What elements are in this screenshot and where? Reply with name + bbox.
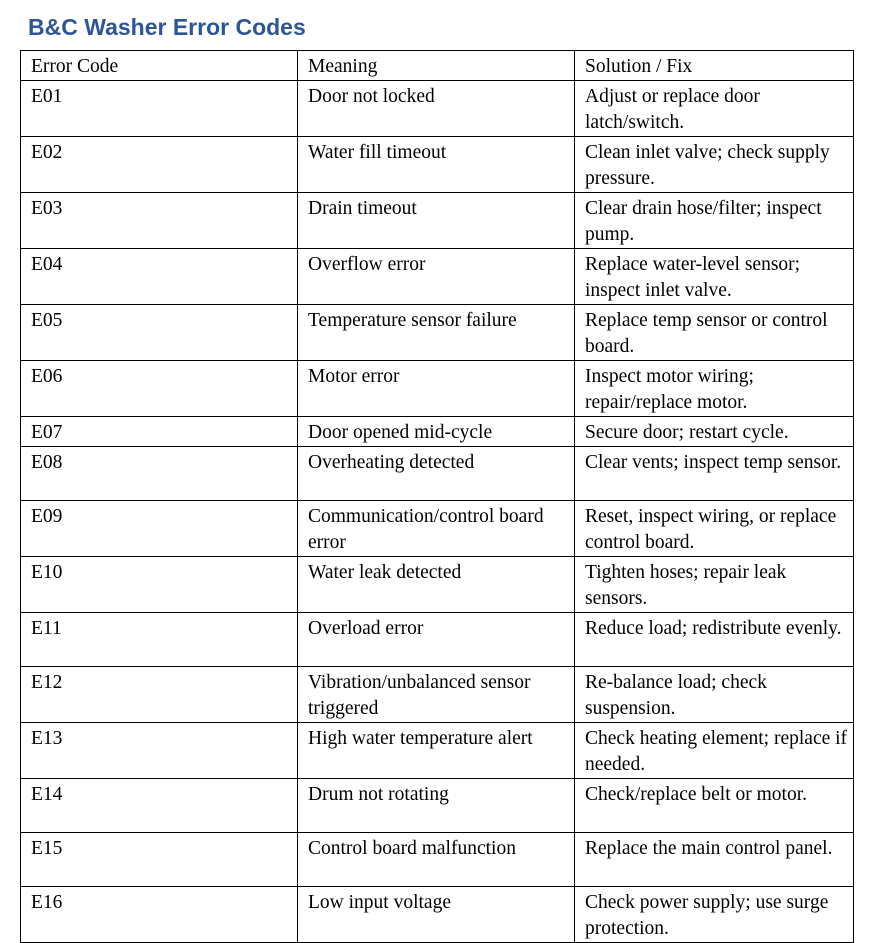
solution-cell: Replace water-level sensor; inspect inlet valve. [575,249,854,305]
table-row [21,557,854,613]
meaning-cell: High water temperature alert [298,723,575,779]
meaning-cell: Overflow error [298,249,575,305]
table-row [21,779,854,833]
solution-cell: Check power supply; use surge protection. [575,887,854,943]
solution-cell: Adjust or replace door latch/switch. [575,81,854,137]
solution-cell: Replace temp sensor or control board. [575,305,854,361]
table-row [21,723,854,779]
meaning-cell: Water fill timeout [298,137,575,193]
solution-cell: Reduce load; redistribute evenly. [575,613,854,667]
solution-cell: Reset, inspect wiring, or replace control board. [575,501,854,557]
table-row [21,501,854,557]
table-row [21,613,854,667]
solution-cell: Check/replace belt or motor. [575,779,854,833]
meaning-cell: Control board malfunction [298,833,575,887]
error-code-cell: E10 [21,557,298,613]
error-code-cell: E12 [21,667,298,723]
document-title: B&C Washer Error Codes [28,14,306,40]
meaning-cell: Overheating detected [298,447,575,501]
error-code-cell: E04 [21,249,298,305]
solution-cell: Tighten hoses; repair leak sensors. [575,557,854,613]
error-code-cell: E07 [21,417,298,447]
table-row [21,81,854,137]
solution-cell: Check heating element; replace if needed. [575,723,854,779]
meaning-cell: Vibration/unbalanced sensor triggered [298,667,575,723]
meaning-cell: Low input voltage [298,887,575,943]
table-row [21,249,854,305]
error-code-cell: E02 [21,137,298,193]
table-row [21,833,854,887]
table-header-row [21,51,854,81]
meaning-cell: Water leak detected [298,557,575,613]
solution-cell: Clear drain hose/filter; inspect pump. [575,193,854,249]
error-code-cell: E05 [21,305,298,361]
error-code-cell: E01 [21,81,298,137]
header-meaning: Meaning [298,51,575,81]
table-row [21,193,854,249]
header-error-code: Error Code [21,51,298,81]
table-row [21,667,854,723]
solution-cell: Clean inlet valve; check supply pressure. [575,137,854,193]
table-row [21,361,854,417]
error-code-cell: E13 [21,723,298,779]
table-row [21,137,854,193]
error-code-cell: E03 [21,193,298,249]
table-row [21,305,854,361]
error-code-cell: E06 [21,361,298,417]
error-codes-table [20,50,854,943]
error-code-cell: E15 [21,833,298,887]
table-row [21,887,854,943]
meaning-cell: Door opened mid-cycle [298,417,575,447]
meaning-cell: Communication/control board error [298,501,575,557]
table-row [21,417,854,447]
error-code-cell: E08 [21,447,298,501]
meaning-cell: Motor error [298,361,575,417]
solution-cell: Clear vents; inspect temp sensor. [575,447,854,501]
error-code-cell: E11 [21,613,298,667]
meaning-cell: Drum not rotating [298,779,575,833]
meaning-cell: Overload error [298,613,575,667]
error-code-cell: E16 [21,887,298,943]
meaning-cell: Drain timeout [298,193,575,249]
solution-cell: Inspect motor wiring; repair/replace motor. [575,361,854,417]
meaning-cell: Door not locked [298,81,575,137]
solution-cell: Secure door; restart cycle. [575,417,854,447]
error-code-cell: E09 [21,501,298,557]
table-row [21,447,854,501]
solution-cell: Replace the main control panel. [575,833,854,887]
header-solution: Solution / Fix [575,51,854,81]
error-code-cell: E14 [21,779,298,833]
solution-cell: Re-balance load; check suspension. [575,667,854,723]
meaning-cell: Temperature sensor failure [298,305,575,361]
